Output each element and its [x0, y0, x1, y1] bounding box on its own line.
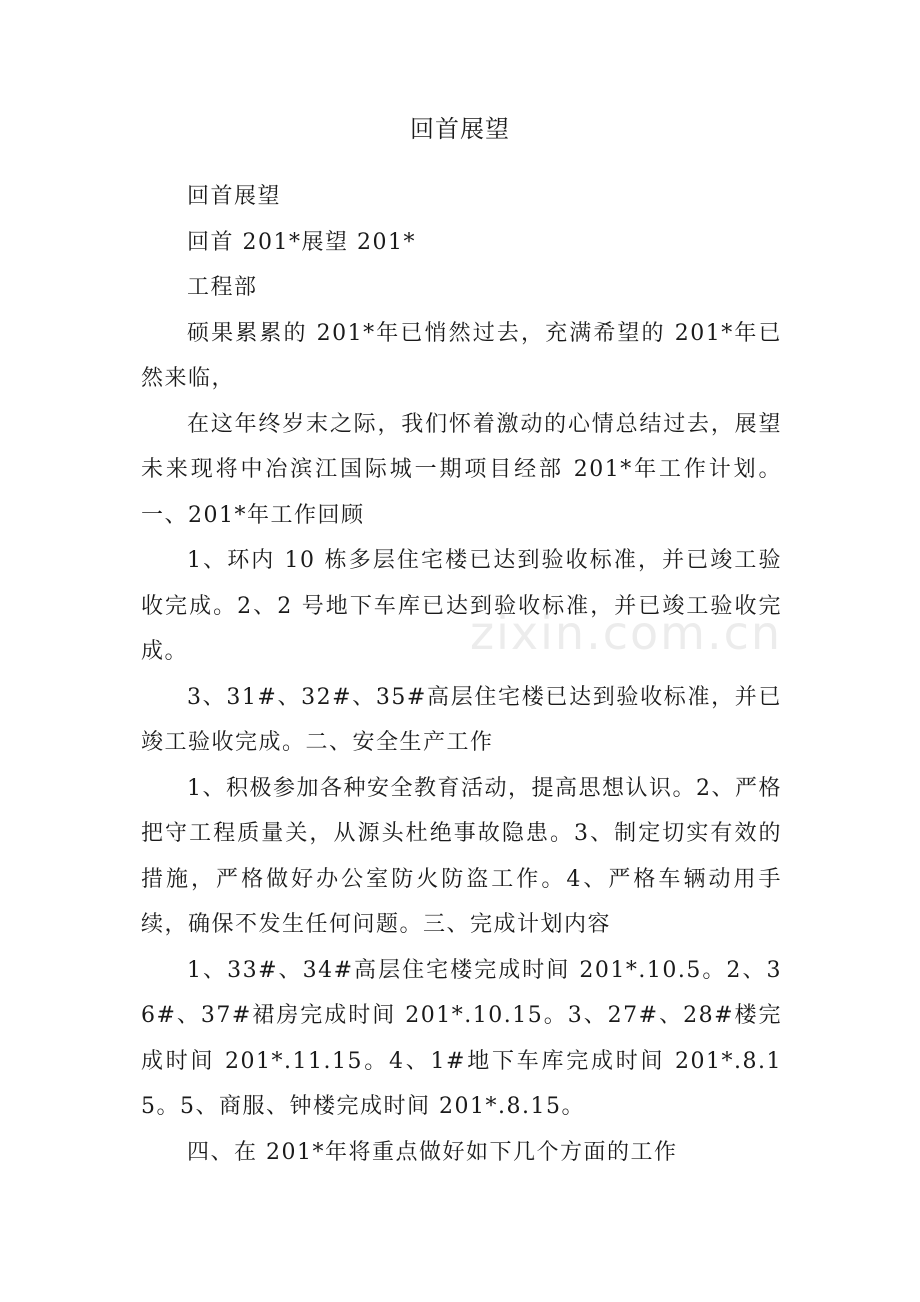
paragraph-plan-intro: 在这年终岁末之际，我们怀着激动的心情总结过去，展望未来现将中冶滨江国际城一期项目经部 201*年工作计划。 一、201*年工作回顾: [141, 411, 782, 528]
watermark: zixin.com.cn: [470, 606, 783, 660]
paragraph-focus: 四、在 201*年将重点做好如下几个方面的工作: [187, 1139, 678, 1165]
paragraph-schedule: 1、33#、34#高层住宅楼完成时间 201*.10.5。2、36#、37#裙房完成时间 201*.10.15。3、27#、28#楼完成时间 201*.11.15。4、1#地下车库完成时间 201*.8.15。5、商服、钟楼完成时间 201*.8.15。: [141, 957, 782, 1119]
document-body: [141, 174, 782, 1175]
paragraph-review-2: 3、31#、32#、35#高层住宅楼已达到验收标准，并已竣工验收完成。二、安全生产工作: [141, 684, 782, 755]
paragraph-department: 工程部: [187, 275, 258, 300]
paragraph-review-1: 1、环内 10 栋多层住宅楼已达到验收标准，并已竣工验收完成。2、2 号地下车库已达到验收标准，并已竣工验收完成。: [141, 548, 782, 664]
paragraph-intro: 硕果累累的 201*年已悄然过去，充满希望的 201*年已然来临，: [141, 320, 782, 391]
paragraph-subtitle: 回首 201*展望 201*: [187, 229, 416, 255]
paragraph-heading: 回首展望: [187, 184, 282, 209]
document-title: 回首展望: [410, 115, 510, 143]
paragraph-safety: 1、积极参加各种安全教育活动，提高思想认识。2、严格把守工程质量关，从源头杜绝事故隐患。3、制定切实有效的措施，严格做好办公室防火防盗工作。4、严格车辆动用手续，确保不发生任何问题。三、完成计划内容: [141, 775, 782, 937]
